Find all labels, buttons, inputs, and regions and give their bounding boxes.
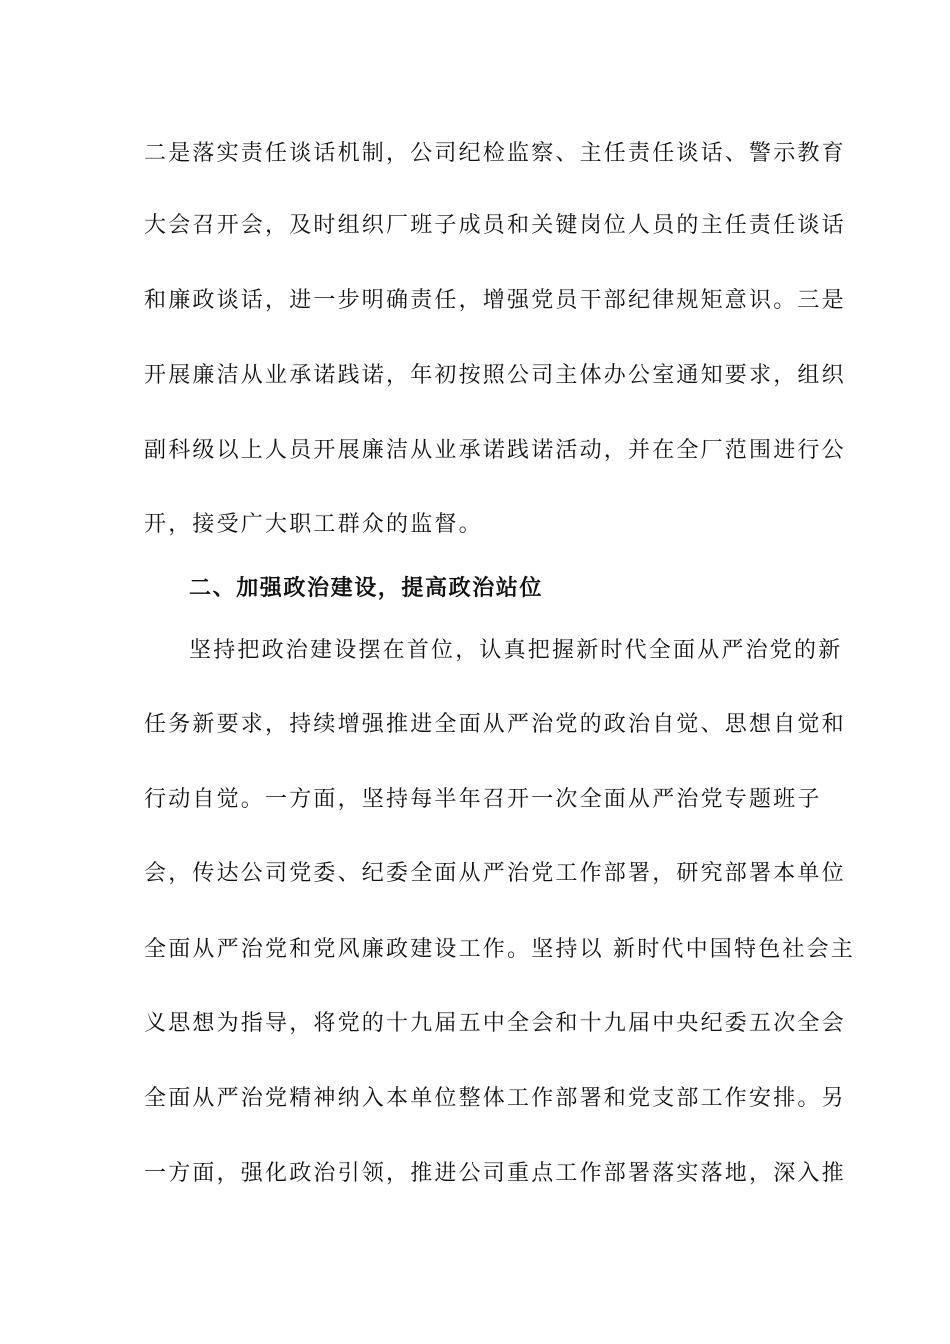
paragraph-line-1: 二是落实责任谈话机制，公司纪检监察、主任责任谈话、警示教育 xyxy=(144,141,846,166)
paragraph-line-8: 任务新要求，持续增强推进全面从严治党的政治自觉、思想自觉和 xyxy=(144,712,846,737)
paragraph-line-9: 行动自觉。一方面，坚持每半年召开一次全面从严治党专题班子 xyxy=(144,787,822,812)
paragraph-line-10: 会，传达公司党委、纪委全面从严治党工作部署，研究部署本单位 xyxy=(144,861,846,886)
paragraph-line-11: 全面从严治党和党风廉政建设工作。坚持以 新时代中国特色社会主 xyxy=(144,937,855,962)
paragraph-line-6: 开，接受广大职工群众的监督。 xyxy=(144,512,483,537)
paragraph-line-13: 全面从严治党精神纳入本单位整体工作部署和党支部工作安排。另 xyxy=(144,1086,846,1111)
section-heading: 二、加强政治建设，提高政治站位 xyxy=(189,576,544,601)
paragraph-line-3: 和廉政谈话，进一步明确责任，增强党员干部纪律规矩意识。三是 xyxy=(144,288,846,313)
paragraph-line-14: 一方面，强化政治引领，推进公司重点工作部署落实落地，深入推 xyxy=(144,1161,846,1186)
paragraph-line-4: 开展廉洁从业承诺践诺，年初按照公司主体办公室通知要求，组织 xyxy=(144,363,846,388)
paragraph-line-7: 坚持把政治建设摆在首位，认真把握新时代全面从严治党的新 xyxy=(189,638,843,663)
paragraph-line-5: 副科级以上人员开展廉洁从业承诺践诺活动，并在全厂范围进行公 xyxy=(144,438,846,463)
paragraph-line-2: 大会召开会，及时组织厂班子成员和关键岗位人员的主任责任谈话 xyxy=(144,213,846,238)
paragraph-line-12: 义思想为指导，将党的十九届五中全会和十九届中央纪委五次全会 xyxy=(144,1011,846,1036)
